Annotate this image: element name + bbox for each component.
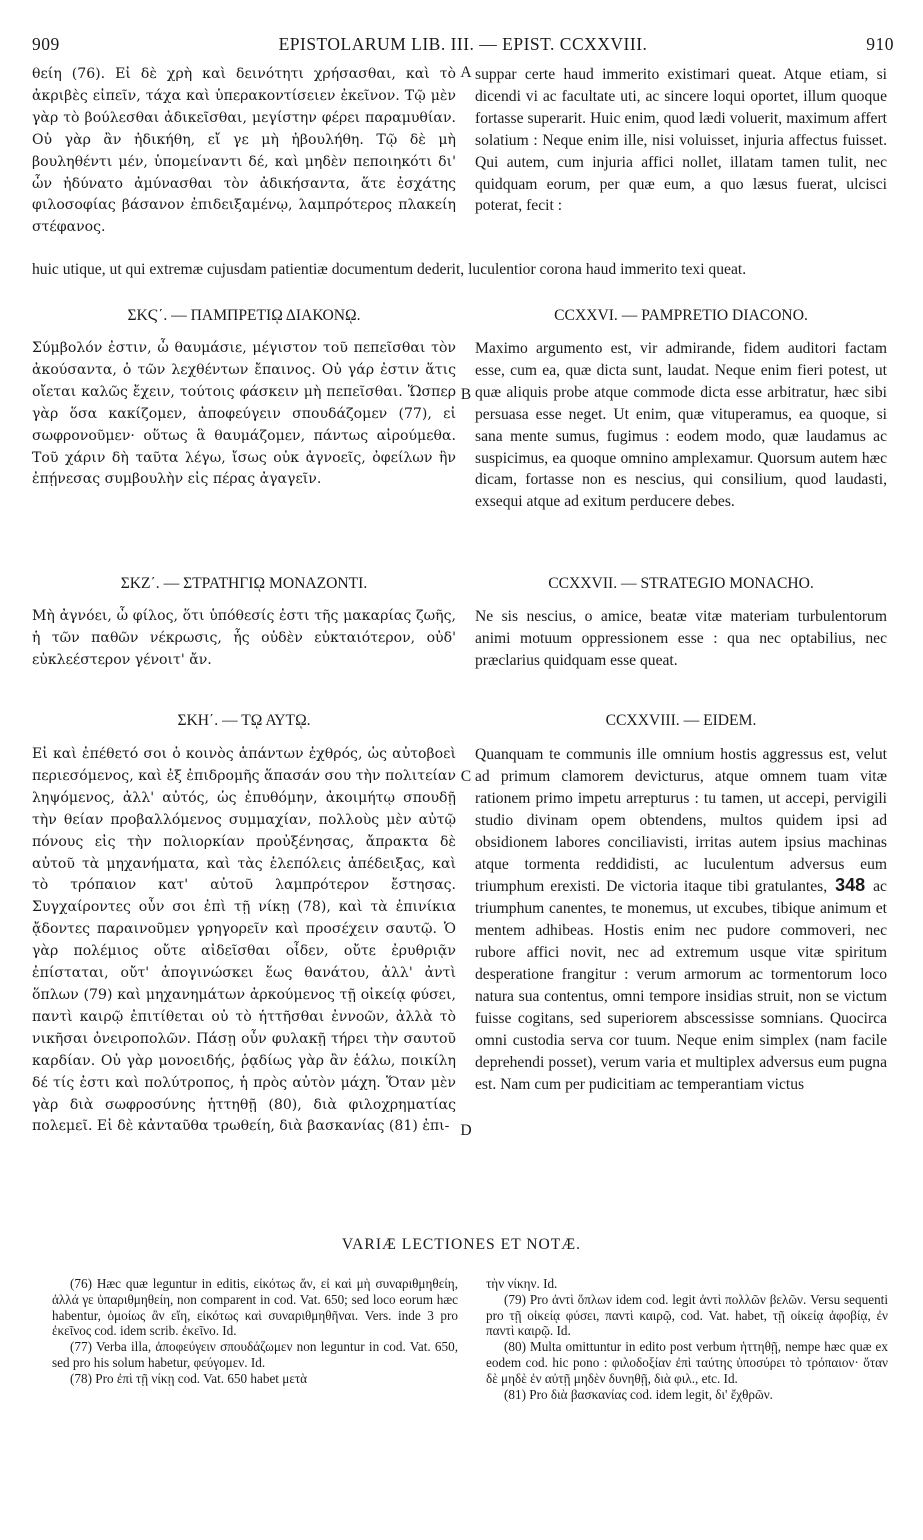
letter-228-latin-text-part-b: ac triumphum canentes, te monemus, ut excubes, tibique animum et mentem adhibeas. Hostis enim nec pudore commoveri, nec rubore affici novit, nec ad extremum usque vitæ spiritum desperatione frangitur : verum armorum ac tormentorum loco natura sua contentus, omni tempore insidias struit, non se victum fuisse cogitans, sed superiorem abscessisse somnians. Quocirca omni custodia serva cor tuum. Neque enim simplex (nam facile deprehendi posset), verum varia et multiplex adversus eum pugna est. Nam cum per pudicitiam ac temperantiam victus <box>475 878 887 1093</box>
note-81: (81) Pro διὰ βασκανίας cod. idem legit, δι' ἔχθρῶν. <box>504 1386 773 1402</box>
letter-227-latin-text: Ne sis nescius, o amice, beatæ vitæ materiam turbulentorum animi motuum oppressionem esse : qua nec optabilius, nec præclarius quidquam esse queat. <box>475 608 887 669</box>
letter-228-greek-title: ΣΚΗ΄. — Τῼ ΑΥΤῼ. <box>177 712 311 729</box>
running-title: EPISTOLARUM LIB. III. — EPIST. CCXXVIII. <box>278 34 648 54</box>
note-76: (76) Hæc quæ leguntur in editis, εἰκότως ἄν, εἰ καὶ μὴ συναριθμηθείη, ἀλλά γε ὑπαριθμηθείη, non comparent in cod. Vat. 650; sed loco eorum hæc habentur, ὁμοίως ἂν εἴη, εἰκότως καὶ συναριθμηθῆναι. Vers. inde 3 pro ἐκεῖνος cod. idem scrib. ἐκεῖνο. Id. <box>52 1276 458 1339</box>
margin-letter-d: D <box>460 1122 472 1139</box>
note-78: (78) Pro ἐπὶ τῇ νίκῃ cod. Vat. 650 habet μετὰ <box>70 1370 308 1386</box>
margin-letter-a: A <box>460 64 472 81</box>
intro-full-width-text: huic utique, ut qui extremæ cujusdam patientiæ documentum dederit, luculentior corona haud immerito texi queat. <box>32 261 747 278</box>
letter-228-latin-text <box>475 744 887 1096</box>
letter-227-greek-title: ΣΚΖ΄. — ΣΤΡΑΤΗΓΙῼ ΜΟΝΑΖΟΝΤΙ. <box>120 575 368 592</box>
note-79: (79) Pro ἀντὶ ὅπλων idem cod. legit ἀντὶ πολλῶν βελῶν. Versu sequenti pro τῇ οἰκείᾳ φύσει, παντὶ καιρῷ, cod. Vat. habet, τῇ οἰκείᾳ ἀφοβίᾳ, ἐν παντὶ καιρῷ. Id. <box>486 1291 888 1339</box>
page-number-right: 910 <box>866 34 894 54</box>
note-77: (77) Verba illa, ἀποφεύγειν σπουδάζωμεν non leguntur in cod. Vat. 650, sed pro his solum habetur, φεύγομεν. Id. <box>52 1339 458 1370</box>
column-number-marker: 348 <box>835 875 866 896</box>
letter-226-greek-text: Σύμβολόν ἐστιν, ὦ θαυμάσιε, μέγιστον τοῦ πεπεῖσθαι τὸν ἀκούσαντα, ὁ τῶν λεχθέντων ἔπαινος. Οὐ γάρ ἐστιν ἅτις οἴεται καλῶς ἔχειν, τούτοις φάσκειν μὴ πεπεῖσθαι. Ὥσπερ γὰρ ὅσα κακίζομεν, ἀποφεύγειν σπουδάζομεν (77), εἰ σωφρονοῦμεν· οὕτως ἃ θαυμάζομεν, πάντως αἱρούμεθα. Τοῦ χάριν δὴ ταῦτα λέγω, ἴσως οὐκ ἀγνοεῖς, ὀφείλων ἣν ἐπῄνεσας συμβουλὴν εἰς πέρας ἀγαγεῖν. <box>32 340 456 488</box>
letter-226-greek-title: ΣΚϚ΄. — ΠΑΜΠΡΕΤΙῼ ΔΙΑΚΟΝῼ. <box>127 307 361 324</box>
margin-letter-b: B <box>460 386 472 403</box>
notes-heading: VARIÆ LECTIONES ET NOTÆ. <box>341 1236 582 1253</box>
letter-226-latin-title: CCXXVI. — PAMPRETIO DIACONO. <box>554 307 808 324</box>
letter-228-latin-text-part-a: Quanquam te communis ille omnium hostis aggressus est, velut ad primum clamorem devicturus, atque omnem tuam vitæ rationem primo impetu arrepturus : tu tamen, ut accepi, pervigili studio divinam opem obtendens, multos quidem ipsi ad obsidionem labores conciliavisti, irritas autem ipsius machinas atque tormenta reddidisti, ac luculentum adversus eum triumphum erexisti. De victoria itaque tibi gratulantes, <box>475 746 887 896</box>
running-header <box>32 34 894 58</box>
letter-227-greek-text: Μὴ ἀγνόει, ὦ φίλος, ὅτι ὑπόθεσίς ἐστι τῆς μακαρίας ζωῆς, ἡ τῶν παθῶν νέκρωσις, ἧς οὐδὲν εὐκταιότερον, οὐδ' εὐκλεέστερον γένοιτ' ἄν. <box>32 608 456 668</box>
notes-left-column <box>52 1276 458 1387</box>
note-78-continued: τὴν νίκην. Id. <box>486 1276 558 1291</box>
intro-greek-text: θείη (76). Εἰ δὲ χρὴ καὶ δεινότητι χρήσασθαι, καὶ τὸ ἀκριβὲς εἰπεῖν, τάχα καὶ ὑπερακοντίσειεν ἐκεῖνον. Τῷ μὲν γὰρ τὸ βούλεσθαι ἀδικεῖσθαι, μεγίστην φέρει παραμυθίαν. Οὐ γὰρ ἂν ἠδικήθη, εἴ γε μὴ ἠβουλήθη. Τῷ δὲ μὴ βουληθέντι μέν, ὑπομείναντι δέ, καὶ μηδὲν πεποιηκότι δι' ὧν ἠδύνατο ἀμύνασθαι τὸν ἀδικήσαντα, ἅτε ἐσχάτης φιλοσοφίας βάσανον ἐπιδειξαμένῳ, λαμπρότερος πλακείη στέφανος. <box>32 66 456 236</box>
notes-right-column <box>486 1276 888 1402</box>
note-80: (80) Multa omittuntur in edito post verbum ἡττηθῇ, nempe hæc quæ ex eodem cod. hic pono : φιλοδοξίαν ἐπὶ ταύτης ὑποσύρει τὸ τρόπαιον· ὅταν δὲ μηδὲ ἐν αὐτῇ μηδὲν δυνηθῇ, διὰ φιλ., etc. Id. <box>486 1339 888 1386</box>
letter-228-latin-title: CCXXVIII. — EIDEM. <box>605 712 757 729</box>
page-number-left: 909 <box>32 34 60 54</box>
margin-letter-c: C <box>460 768 472 785</box>
letter-227-latin-title: CCXXVII. — STRATEGIO MONACHO. <box>548 575 814 592</box>
letter-226-latin-text: Maximo argumento est, vir admirande, fidem auditori factam esse, cum ea, quæ dicta sunt, laudat. Neque enim fieri potest, ut quæ aliquis probe atque commode dicta esse arbitratur, hæc sibi persuasa esse neget. Ut enim, quæ vituperamus, ea quoque, si sana mente sumus, fugimus : eodem modo, quæ laudamus ac suspicimus, ea quoque omnino amplexamur. Quorsum autem hæc dicam, fortasse non es nescius, qui consilium, quod laudasti, exsequi atque ad exitum perducere debes. <box>475 340 887 511</box>
intro-latin-text: suppar certe haud immerito existimari queat. Atque etiam, si dicendi vi ac facultate uti, ac sincere loqui oportet, illum quoque fortasse superarit. Huic enim, quod lædi voluerit, maximum affert solatium : Neque enim ille, nisi voluisset, injuria affectus fuisset. Qui autem, cum injuria affici nollet, illatam tamen tulit, nec quidquam eorum, per quæ eum, a quo læsus fuerat, ulcisci poterat, fecit : <box>475 66 887 215</box>
letter-228-greek-text: Εἰ καὶ ἐπέθετό σοι ὁ κοινὸς ἁπάντων ἐχθρός, ὡς αὐτοβοεὶ περιεσόμενος, καὶ ἐξ ἐπιδρομῆς ἅπασάν σου τὴν πολιτείαν ληψόμενος, ἀλλ' αὐτός, ὡς ἐπυθόμην, ἀκοιμήτῳ σπουδῇ τὴν θείαν προβαλλόμενος συμμαχίαν, πολλοὺς μὲν αὐτῷ πόνους εἰς τὴν πολιορκίαν προὐξένησας, ἄπρακτα δὲ αὐτοῦ τὰ μηχανήματα, καὶ τὰς ἑλεπόλεις ἀπέδειξας, καὶ τὸ τρόπαιον κατ' αὐτοῦ λαμπρότερον ἔστησας. Συγχαίροντες οὖν σοι ἐπὶ τῇ νίκῃ (78), καὶ τὰ ἐπινίκια ᾄδοντες παραινοῦμεν γρηγορεῖν καὶ προσέχειν σαυτῷ. Ὁ γὰρ πολέμιος οὔτε αἰδεῖσθαι οἶδεν, οὔτε ἐρυθριᾷν ἐπίσταται, οὔτ' ἀπογινώσκει ἕως θανάτου, ἀλλ' ἀντὶ ὅπλων (79) καὶ μηχανημάτων ἀρκούμενος τῇ οἰκείᾳ φύσει, παντὶ καιρῷ ἐπιτίθεται οὐ τὸ ἡττῆσθαι ἐννοῶν, ἀλλὰ τὸ νικῆσαι ὀνειροπολῶν. Πάσῃ οὖν φυλακῇ τήρει τὴν σαυτοῦ καρδίαν. Οὐ γὰρ μονοειδής, ῥᾳδίως γὰρ ἂν ἑάλω, ποικίλη δέ τίς ἐστι καὶ πολύτροπος, ἡ πρὸς αὐτὸν μάχη. Ὅταν μὲν γὰρ διὰ σωφροσύνης ἡττηθῇ (80), διὰ φιλοχρηματίας πολεμεῖ. Εἰ δὲ κἀνταῦθα τρωθείη, διὰ βασκανίας (81) ἐπι- <box>32 746 456 1135</box>
